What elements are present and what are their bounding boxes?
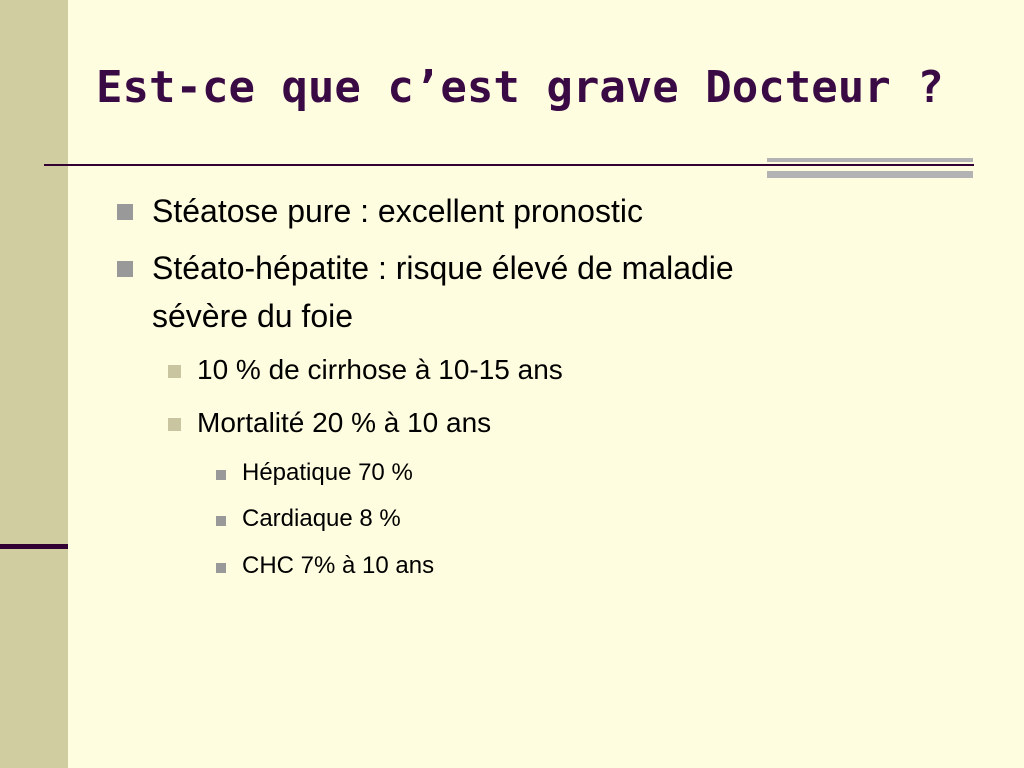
bullet-item-level1 — [152, 244, 734, 292]
bullet-item-level2 — [197, 403, 491, 443]
bullet-text-continuation: sévère du foie — [152, 298, 354, 334]
bullet-item-level3 — [242, 457, 413, 489]
square-bullet-icon — [216, 470, 226, 480]
bullet-item-level3 — [242, 503, 401, 535]
square-bullet-icon — [168, 365, 181, 378]
bullet-item-level3 — [242, 550, 434, 582]
bullet-item-level2 — [197, 350, 563, 390]
square-bullet-icon — [168, 418, 181, 431]
bullet-text: Stéatose pure : excellent pronostic — [152, 193, 643, 229]
square-bullet-icon — [216, 516, 226, 526]
bullet-item-level1 — [152, 187, 643, 235]
slide-title: Est-ce que c’est grave Docteur ? — [96, 62, 944, 113]
bullet-text: CHC 7% à 10 ans — [242, 552, 435, 579]
bullet-text: 10 % de cirrhose à 10-15 ans — [197, 354, 563, 385]
bullet-text: Hépatique 70 % — [242, 459, 413, 486]
square-bullet-icon — [216, 563, 226, 573]
bullet-continuation-line — [152, 292, 353, 340]
square-bullet-icon — [117, 204, 133, 220]
square-bullet-icon — [117, 261, 133, 277]
bullet-text: Cardiaque 8 % — [242, 505, 401, 532]
bullet-text: Stéato-hépatite : risque élevé de maladie — [152, 250, 734, 286]
bullet-text: Mortalité 20 % à 10 ans — [197, 407, 492, 438]
